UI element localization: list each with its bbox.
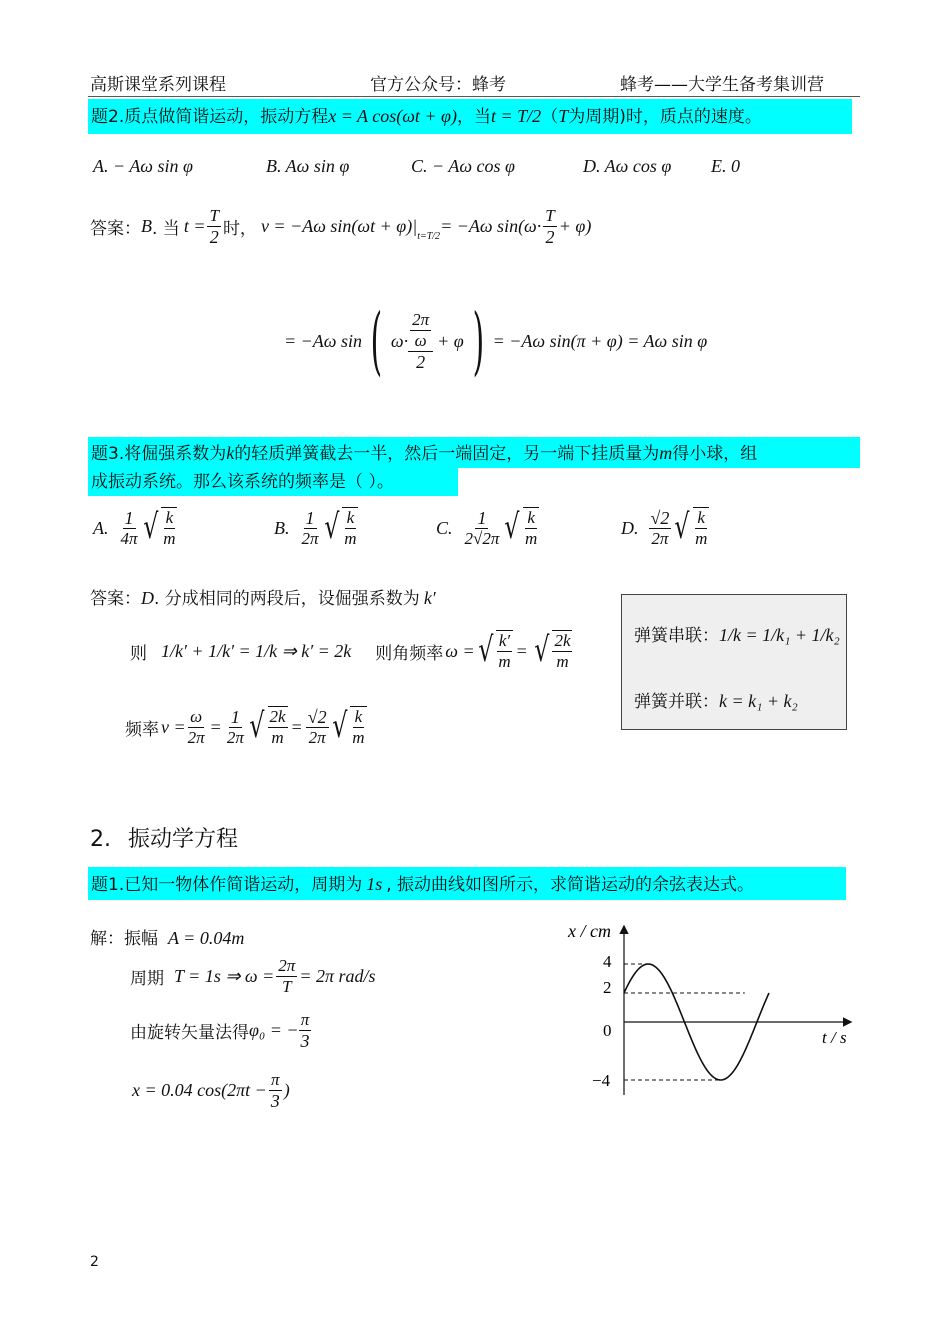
q3-omega-sqrt1	[475, 630, 513, 672]
frac-den: m	[556, 652, 569, 671]
frac-num: 1	[124, 507, 134, 528]
q3-freq-sqrt1	[246, 706, 288, 748]
q3-option-c-letter: C.	[436, 517, 453, 538]
spring-parallel	[634, 687, 798, 712]
q3-option-a-sqrt	[140, 507, 178, 549]
radicand-frac	[161, 508, 177, 549]
q2-line2-post: + φ	[437, 330, 464, 351]
spring-series-label: 弹簧串联：	[634, 626, 719, 646]
q3-k: k	[226, 443, 235, 463]
frac-num: √2	[650, 507, 670, 528]
frac-num: k	[354, 707, 363, 726]
section-title: 振动学方程	[128, 827, 239, 852]
q3-question-line2: 成振动系统。那么该系统的频率是（ ）。	[91, 472, 394, 492]
p1-text: 已知一物体作简谐运动，周期为	[124, 875, 363, 895]
q3-answer-label: 答案：	[90, 589, 141, 609]
q3-option-d-letter: D.	[621, 517, 639, 538]
frac-den: 2π	[226, 727, 244, 747]
q2-answer	[90, 206, 591, 247]
q2-line2-omega: ω·	[390, 330, 409, 351]
p1-period-label: 周期	[130, 969, 164, 989]
radicand-frac	[693, 508, 709, 549]
q2-equation: x = A cos(ωt + φ)	[328, 106, 458, 126]
q2-line2-rest: = −Aω sin(π + φ) = Aω sin φ	[492, 330, 708, 351]
y-tick-0: 0	[603, 1021, 612, 1040]
q3-option-d-frac	[649, 508, 672, 549]
header-center: 官方公众号：蜂考	[370, 75, 506, 95]
p1-phase-frac	[299, 1010, 312, 1051]
frac-den: m	[695, 529, 708, 548]
q2-answer-label: 答案：	[90, 219, 141, 239]
q2-option-d: D. Aω cos φ	[583, 156, 672, 176]
radical-sign: √	[323, 507, 339, 547]
q2-text-b: ，当	[457, 107, 492, 127]
radicand-frac	[342, 508, 358, 549]
q2-line2-frac	[408, 310, 433, 372]
radical-sign: √	[674, 507, 690, 547]
q3-label: 题3.	[91, 444, 125, 464]
radical-sign: √	[504, 507, 520, 547]
equals-sign: =	[516, 640, 527, 661]
q3-option-b-sqrt	[321, 507, 359, 549]
frac-num: 1	[230, 706, 240, 727]
q3-derivation-2	[125, 706, 367, 748]
inner-num: 2π	[412, 310, 430, 329]
radical-sign: √	[534, 630, 550, 670]
frac-num: 2k	[554, 631, 571, 650]
radicand	[496, 630, 512, 672]
frac-num: k	[346, 508, 355, 527]
frac-den: m	[525, 529, 538, 548]
q3-option-b	[274, 507, 358, 549]
p1-omega-frac	[276, 956, 297, 997]
y-tick-4: 4	[603, 952, 612, 971]
frac-den: m	[344, 529, 357, 548]
q2-option-a: A. − Aω sin φ	[93, 156, 193, 176]
radicand-frac	[523, 508, 539, 549]
q2-question	[91, 100, 762, 133]
frac-den: 2π	[187, 727, 205, 747]
q3-answer-text: . 分成相同的两段后，设倔强系数为	[154, 589, 420, 609]
p1-solution-phase	[130, 1010, 312, 1051]
q3-option-a	[93, 507, 177, 549]
p1-period: 1s	[366, 874, 383, 894]
y-tick-neg4: −4	[592, 1071, 611, 1090]
frac-den: 3	[300, 1031, 310, 1051]
p1-result	[132, 1070, 290, 1111]
q3-option-b-frac	[300, 508, 321, 549]
q3-omega-eq: ω =	[445, 640, 475, 661]
q3-option-d	[621, 507, 709, 549]
q3-freq-eq: ν =	[161, 716, 186, 737]
q3-answer-kp: k′	[423, 588, 436, 608]
q2-answer-sub: t=T/2	[417, 231, 441, 242]
frac-den: 2√2π	[464, 528, 500, 548]
y-axis-label: x / cm	[568, 921, 611, 941]
q3-option-d-sqrt	[671, 507, 709, 549]
frac-num: π	[300, 1010, 310, 1029]
q2-text-a: 质点做简谐运动，振动方程	[124, 107, 329, 127]
header-right: 蜂考——大学生备考集训营	[620, 75, 824, 95]
paren-left: (	[370, 298, 383, 384]
q2-answer-velocity: v = −Aω sin(ωt + φ)|	[260, 216, 418, 236]
p1-question	[91, 868, 754, 901]
q2-line2-pre: = −Aω sin	[284, 330, 363, 351]
frac-den: m	[352, 728, 365, 747]
radicand-frac	[350, 707, 366, 748]
spring-formula-box	[621, 594, 847, 730]
spring-parallel-eq: k = k₁ + k₂	[719, 691, 798, 711]
q2-condition: t = T/2	[491, 106, 542, 126]
q2-answer-when: . 当	[152, 219, 180, 239]
frac-num: T	[209, 206, 219, 225]
q3-option-c-sqrt	[501, 507, 539, 549]
p1-text2: , 振动曲线如图所示，求简谐运动的余弦表达式。	[386, 875, 755, 895]
frac-den: m	[498, 652, 511, 671]
frac-num: 2π	[278, 956, 296, 975]
frac-num	[408, 310, 433, 352]
q3-answer-key: D	[141, 588, 154, 608]
q3-option-a-frac	[119, 508, 140, 549]
q3-eq1: 1/k′ + 1/k′ = 1/k ⇒ k′ = 2k	[161, 640, 352, 661]
frac-num: 2k	[269, 707, 286, 726]
spring-series-eq: 1/k = 1/k₁ + 1/k₂	[719, 625, 840, 645]
frac-num: ω	[190, 706, 203, 726]
frac-den: T	[282, 977, 292, 996]
q2-text-c: （	[541, 107, 559, 127]
frac-den: 2π	[301, 528, 319, 548]
radicand	[552, 630, 572, 672]
p1-period-eq: T = 1s ⇒ ω =	[174, 966, 275, 986]
p1-omega-val: = 2π rad/s	[299, 966, 376, 986]
q2-answer-key: B	[141, 216, 152, 236]
q2-option-c: C. − Aω cos φ	[411, 156, 515, 176]
frac-num: √2	[307, 706, 327, 727]
equals-sign: =	[291, 716, 302, 737]
header-left: 高斯课堂系列课程	[90, 75, 226, 95]
radicand	[693, 507, 709, 549]
p1-result-frac	[269, 1070, 282, 1111]
q3-line1-b: 的轻质弹簧截去一半，然后一端固定，另一端下挂质量为	[234, 444, 660, 464]
radicand	[523, 507, 539, 549]
radicand	[350, 706, 366, 748]
frac-num: k	[697, 508, 705, 527]
p1-label: 题1.	[91, 875, 125, 895]
section-heading	[90, 822, 238, 853]
frac-den: 4π	[120, 528, 138, 548]
spring-series	[634, 621, 840, 646]
frac-num: k	[527, 508, 535, 527]
frac-num: 1	[305, 507, 315, 528]
q3-freq-sqrt2	[329, 706, 367, 748]
p1-phase-label: 由旋转矢量法得	[130, 1023, 249, 1043]
q2-option-e: E. 0	[711, 156, 740, 176]
header-rule	[88, 96, 860, 97]
inner-den: ω	[414, 331, 427, 350]
radical-sign: √	[142, 507, 158, 547]
q3-option-a-letter: A.	[93, 517, 109, 538]
q3-line1-a: 将倔强系数为	[124, 444, 227, 464]
p1-result-pre: x = 0.04 cos(2πt −	[132, 1080, 267, 1100]
radical-sign: √	[331, 706, 348, 746]
p1-result-post: )	[283, 1080, 290, 1100]
frac-den: 2	[416, 352, 426, 372]
q3-line1-c: 得小球，组	[672, 444, 758, 464]
q3-ze2: 则角频率	[375, 643, 444, 664]
q3-freq-frac1	[186, 707, 207, 748]
q2-text-d: 为周期)时，质点的速度。	[568, 107, 762, 127]
frac-num: k	[165, 508, 174, 527]
p1-solution-amp	[90, 924, 244, 949]
q3-option-c	[436, 507, 539, 549]
frac-den: 2	[209, 227, 219, 247]
q3-freq-frac2	[225, 707, 246, 748]
q3-answer	[90, 584, 436, 609]
q3-option-b-letter: B.	[274, 517, 290, 538]
radical-sign: √	[249, 706, 265, 746]
q2-label: 题2.	[91, 107, 125, 127]
radicand-frac	[268, 707, 288, 748]
paren-right: )	[472, 298, 484, 384]
q2-answer-frac2	[543, 206, 556, 247]
q3-freq-frac3	[306, 707, 329, 748]
frac-num: k′	[498, 631, 511, 650]
radicand	[268, 706, 288, 748]
frac-num: T	[545, 206, 555, 225]
q2-T: T	[558, 106, 569, 126]
equals-sign: =	[210, 716, 221, 737]
q3-freq-label: 频率	[125, 719, 159, 740]
p1-sol-label: 解：振幅	[90, 929, 158, 949]
frac-den: 2	[545, 227, 555, 247]
frac-num: π	[271, 1070, 280, 1089]
q2-answer-line2	[284, 296, 707, 386]
q3-omega-sqrt2	[531, 630, 573, 672]
radical-sign: √	[477, 630, 494, 670]
q2-answer-t: t =	[183, 216, 206, 236]
y-tick-2: 2	[603, 978, 612, 997]
q3-derivation-1	[130, 630, 572, 672]
frac-den: 2π	[308, 727, 326, 747]
p1-amp: A = 0.04m	[168, 928, 245, 948]
frac-den: m	[271, 728, 284, 747]
section-number: 2.	[90, 827, 111, 852]
p1-phase-eq: φ₀ = −	[249, 1020, 299, 1040]
q2-answer-mid: = −Aω sin(ω·	[440, 216, 542, 236]
x-axis-label: t / s	[822, 1028, 847, 1047]
radicand	[342, 507, 358, 549]
radicand	[161, 507, 177, 549]
q3-m: m	[659, 443, 673, 463]
frac-den: m	[163, 529, 176, 548]
q2-answer-frac	[207, 206, 220, 247]
frac-den: 2π	[651, 528, 669, 548]
q2-answer-shi: 时，	[222, 219, 257, 239]
p1-solution-period	[130, 956, 376, 997]
q2-option-b: B. Aω sin φ	[266, 156, 350, 176]
q2-answer-plus: + φ)	[558, 216, 592, 236]
frac-den: 3	[270, 1091, 280, 1111]
inner-frac	[410, 310, 431, 351]
frac-num: 1	[477, 507, 487, 528]
page-number: 2	[90, 1254, 99, 1270]
radicand-frac	[552, 631, 572, 672]
q3-option-c-frac	[463, 508, 502, 549]
vibration-curve-chart	[560, 915, 860, 1105]
radicand-frac	[496, 631, 512, 672]
spring-parallel-label: 弹簧并联：	[634, 692, 719, 712]
q3-ze: 则	[130, 643, 147, 664]
